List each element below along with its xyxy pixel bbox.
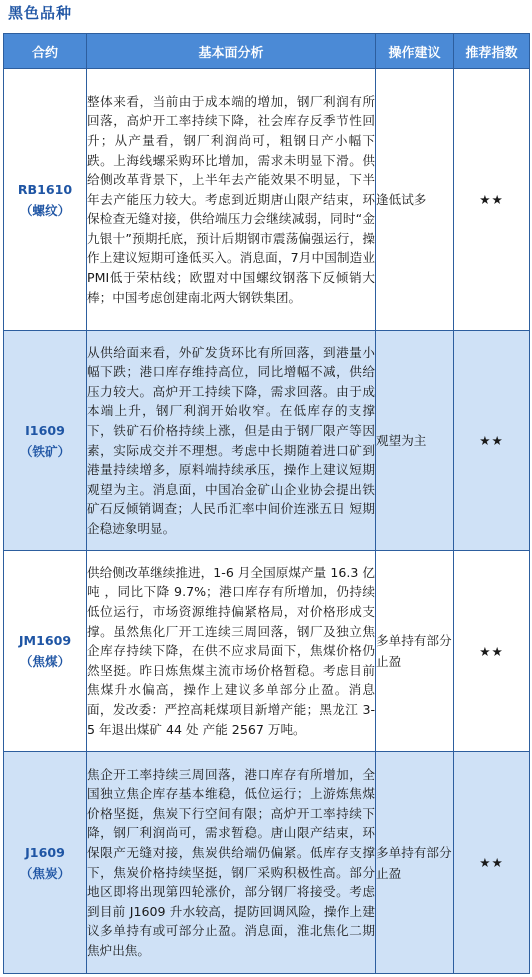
analysis-cell: 从供给面来看，外矿发货环比有所回落，到港量小幅下跌；港口库存维持高位，同比增幅不减，供给压力较大。高炉开工持续下降，需求回落。由于成本端上升，钢厂利润开始收窄。在低库存的支撑下，铁矿石价格持续上涨，但是由于钢厂限产等因素，实际成交并不理想。考虑中长期随着进口矿到港量持续增多，原料端持续承压，操作上建议短期观望为主。消息面，中国冶金矿山企业协会提出铁矿石反倾销调查；人民币汇率中间价连涨五日 短期企稳迹象明显。 (87, 331, 376, 551)
analysis-cell: 供给侧改革继续推进，1-6 月全国原煤产量 16.3 亿吨 ，同比下降 9.7%；港口库存有所增加，仍持续低位运行，市场资源维持偏紧格局，对价格形成支撑。虽然焦化厂开工连续三周回落，钢厂及独立焦企库存持续下降，在供不应求局面下，焦煤价格仍然坚挺。昨日炼焦煤主流市场价格暂稳。考虑目前焦煤升水偏高，操作上建议多单部分止盈。消息面，发改委：严控高耗煤项目新增产能；黑龙江 3-5 年退出煤矿 44 处 产能 2567 万吨。 (87, 551, 376, 752)
header-advice: 操作建议 (376, 34, 454, 69)
contract-cell (4, 331, 87, 551)
table-row (4, 551, 530, 752)
contract-name: （焦炭） (19, 865, 71, 881)
contract-code: RB1610 (17, 181, 73, 197)
table-header-row (4, 34, 530, 69)
contract-name: （焦煤） (19, 654, 71, 669)
contract-code: J1609 (25, 844, 65, 860)
header-contract: 合约 (4, 34, 87, 69)
contract-code: I1609 (25, 422, 65, 438)
rating-stars: ★★ (454, 752, 530, 974)
contract-name: （螺纹） (19, 202, 71, 218)
table-row (4, 69, 530, 331)
rating-stars: ★★ (454, 69, 530, 331)
header-analysis: 基本面分析 (87, 34, 376, 69)
contract-cell (4, 752, 87, 974)
advice-cell: 观望为主 (376, 331, 454, 551)
table-row (4, 331, 530, 551)
contract-cell (4, 69, 87, 331)
section-title: 黑色品种 (8, 4, 73, 22)
header-rating: 推荐指数 (454, 34, 530, 69)
contract-code: JM1609 (18, 633, 72, 648)
table-row (4, 752, 530, 974)
advice-cell: 多单持有部分止盈 (376, 551, 454, 752)
contract-cell (4, 551, 87, 752)
contract-name: （铁矿） (19, 443, 71, 459)
analysis-cell: 整体来看，当前由于成本端的增加，钢厂利润有所回落，高炉开工率持续下降，社会库存反季节性回升；从产量看，钢厂利润尚可，粗钢日产小幅下跌。上海线螺采购环比增加，需求未明显下滑。供给侧改革背景下，上半年去产能效果不明显，下半年去产能压力较大。考虑到近期唐山限产结束，环保检查无缝对接，供给端压力会继续减弱，同时“金九银十”预期托底，预计后期钢市震荡偏强运行，操作上建议短期可逢低买入。消息面，7月中国制造业PMI低于荣枯线；欧盟对中国螺纹钢落下反倾销大棒；中国考虑创建南北两大钢铁集团。 (87, 69, 376, 331)
advice-cell: 多单持有部分止盈 (376, 752, 454, 974)
advice-cell: 逢低试多 (376, 69, 454, 331)
analysis-cell: 焦企开工率持续三周回落，港口库存有所增加，全国独立焦企库存基本维稳，低位运行；上游炼焦煤价格坚挺，焦炭下行空间有限；高炉开工率持续下降，钢厂利润尚可，需求暂稳。唐山限产结束，环保限产无缝对接，焦炭供给端仍偏紧。低库存支撑下，焦炭价格持续坚挺，钢厂采购积极性高。部分地区即将出现第四轮涨价，部分钢厂将接受。考虑到目前 J1609 升水较高，提防回调风险，操作上建议多单持有或可部分止盈。消息面，淮北焦化二期焦炉出焦。 (87, 752, 376, 974)
rating-stars: ★★ (454, 331, 530, 551)
recommendation-table (3, 33, 530, 974)
rating-stars: ★★ (454, 551, 530, 752)
